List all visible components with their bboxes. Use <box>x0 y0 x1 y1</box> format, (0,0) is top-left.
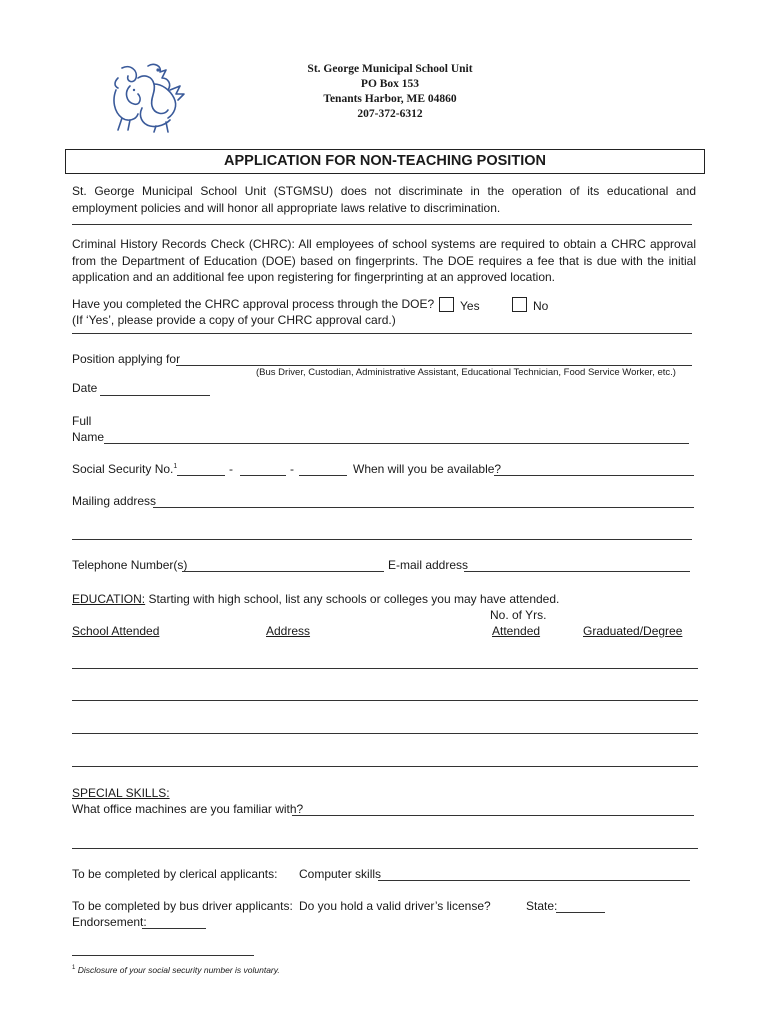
ssn-label: Social Security No.$^1$ <box>72 462 178 476</box>
computer-label: Computer skills <box>299 867 382 881</box>
position-field[interactable] <box>176 365 692 366</box>
ssn-field-3[interactable] <box>299 475 347 476</box>
chrc-text: Criminal History Records Check (CHRC): All employees of school systems are required to obtain a CHRC approval from the Department of Education (DOE) based on fingerprints. The DOE requires a fee that is due with the initial application and an additional fee upon registering for fingerprinting at an approved location. <box>72 237 696 284</box>
col-years: Attended <box>492 624 541 638</box>
chrc-no-option[interactable] <box>512 297 548 313</box>
footnote-mark: 1 <box>72 965 76 972</box>
title-box <box>65 149 705 174</box>
footnote-text: Disclosure of your social security number is voluntary. <box>77 965 280 975</box>
office-field[interactable] <box>292 815 694 816</box>
available-field[interactable] <box>494 475 694 476</box>
col-grad: Graduated/Degree <box>583 624 683 638</box>
divider <box>72 224 692 225</box>
name-label: Name <box>72 430 105 444</box>
full-label: Full <box>72 414 92 428</box>
name-field[interactable] <box>104 443 689 444</box>
license-question: Do you hold a valid driver’s license? <box>299 899 491 913</box>
footnote <box>72 965 280 975</box>
yes-checkbox[interactable] <box>439 297 454 312</box>
footnote-mark: 1 <box>173 463 178 470</box>
state-field[interactable] <box>556 912 605 913</box>
ssn-dash: - <box>229 462 233 476</box>
office-field-2[interactable] <box>72 848 698 849</box>
chrc-note: (If ‘Yes’, please provide a copy of your CHRC approval card.) <box>72 313 396 327</box>
date-field[interactable] <box>100 395 210 396</box>
mailing-field-2[interactable] <box>72 539 692 540</box>
email-field[interactable] <box>464 571 690 572</box>
mailing-field[interactable] <box>153 507 694 508</box>
education-row[interactable] <box>72 700 698 701</box>
phone-field[interactable] <box>182 571 384 572</box>
email-label: E-mail address <box>388 558 469 572</box>
chrc-yes-label: Yes <box>460 299 480 313</box>
org-city: Tenants Harbor, ME 04860 <box>323 93 457 105</box>
skills-label: SPECIAL SKILLS: <box>72 786 170 800</box>
org-name: St. George Municipal School Unit <box>307 63 473 75</box>
education-row[interactable] <box>72 733 698 734</box>
nondiscrimination-text: St. George Municipal School Unit (STGMSU) does not discriminate in the operation of its educational and employment policies and will honor all appropriate laws relative to discrimination. <box>72 184 696 215</box>
col-school: School Attended <box>72 624 160 638</box>
education-intro <box>72 592 559 606</box>
date-label: Date <box>72 381 98 395</box>
endorsement-label: Endorsement: <box>72 915 147 929</box>
phone-label: Telephone Number(s) <box>72 558 188 572</box>
divider <box>72 333 692 334</box>
no-checkbox[interactable] <box>512 297 527 312</box>
position-label: Position applying for <box>72 352 181 366</box>
position-hint: (Bus Driver, Custodian, Administrative Assistant, Educational Technician, Food Service Worker, etc.) <box>256 367 676 378</box>
education-text: Starting with high school, list any schools or colleges you may have attended. <box>148 592 560 606</box>
ssn-field-1[interactable] <box>177 475 225 476</box>
org-po-box: PO Box 153 <box>360 78 420 90</box>
computer-field[interactable] <box>378 880 690 881</box>
clerical-label: To be completed by clerical applicants: <box>72 867 278 881</box>
education-label: EDUCATION: <box>72 592 146 606</box>
ssn-dash: - <box>290 462 294 476</box>
chrc-question: Have you completed the CHRC approval process through the DOE? <box>72 297 435 311</box>
office-question: What office machines are you familiar with? <box>72 802 304 816</box>
ssn-field-2[interactable] <box>240 475 286 476</box>
page-title: APPLICATION FOR NON-TEACHING POSITION <box>224 153 546 169</box>
bus-label: To be completed by bus driver applicants: <box>72 899 293 913</box>
col-years-top: No. of Yrs. <box>490 608 547 622</box>
col-address: Address <box>266 624 311 638</box>
footnote-divider <box>72 955 254 956</box>
chrc-no-label: No <box>533 299 549 313</box>
org-phone: 207-372-6312 <box>357 108 423 120</box>
endorsement-field[interactable] <box>142 928 206 929</box>
education-row[interactable] <box>72 766 698 767</box>
state-label: State: <box>526 899 558 913</box>
mailing-label: Mailing address <box>72 494 157 508</box>
chrc-yes-option[interactable] <box>439 297 480 313</box>
education-row[interactable] <box>72 668 698 669</box>
available-label: When will you be available? <box>353 462 502 476</box>
